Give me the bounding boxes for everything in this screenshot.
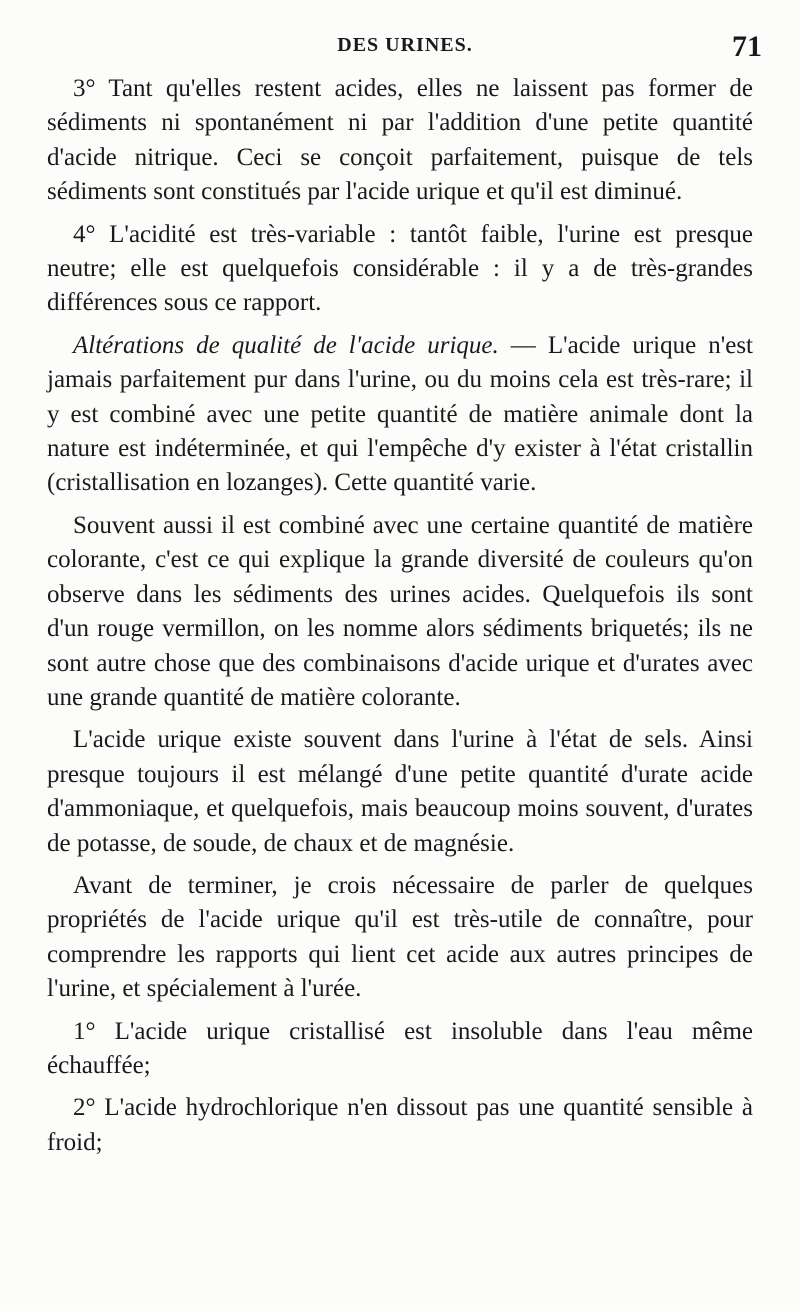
paragraph-property-2 xyxy=(47,1091,753,1160)
paragraph-text: L'acide urique existe souvent dans l'urine à l'état de sels. Ainsi presque toujours il est mélangé d'une petite quantité d'urate acide d'ammoniaque, et quelquefois, mais beaucoup moins souvent, d'urates de potasse, de soude, de chaux et de magnésie. xyxy=(47,726,753,857)
page-header xyxy=(48,30,762,64)
paragraph-text: — L'acide urique n'est jamais parfaitement pur dans l'urine, ou du moins cela est très-rare; il y est combiné avec une petite quantité de matière animale dont la nature est indéterminée, et qui l'empêche d'y exister à l'état cristallin (cristallisation en lozanges). Cette quantité varie. xyxy=(47,331,754,497)
paragraph-4-acidity xyxy=(47,218,753,321)
paragraph-text: 2° L'acide hydrochlorique n'en dissout pas une quantité sensible à froid; xyxy=(47,1094,753,1156)
paragraph-properties xyxy=(47,869,753,1007)
paragraph-salts xyxy=(47,723,753,861)
paragraph-text: 1° L'acide urique cristallisé est insoluble dans l'eau même échauffée; xyxy=(47,1017,753,1079)
paragraph-text: Souvent aussi il est combiné avec une certaine quantité de matière colorante, c'est ce qui explique la grande diversité de couleurs qu'on observe dans les sédiments des urines acides. Quelquefois ils sont d'un rouge vermillon, on les nomme alors sédiments briquetés; ils ne sont autre chose que des combinaisons d'acide urique et d'urates avec une grande quantité de matière colorante. xyxy=(47,511,753,711)
paragraph-property-1 xyxy=(47,1015,753,1084)
paragraph-alterations xyxy=(47,329,753,501)
section-heading-italic: Altérations de qualité de l'acide urique. xyxy=(73,331,499,359)
running-head: DES URINES. xyxy=(337,34,473,56)
paragraph-coloring-matter xyxy=(47,509,753,715)
paragraph-text: 4° L'acidité est très-variable : tantôt faible, l'urine est presque neutre; elle est quelquefois considérable : il y a de très-grandes différences sous ce rapport. xyxy=(47,220,753,317)
paragraph-text: 3° Tant qu'elles restent acides, elles ne laissent pas former de sédiments ni spontanément ni par l'addition d'une petite quantité d'acide nitrique. Ceci se conçoit parfaitement, puisque de tels sédiments sont constitués par l'acide urique et qu'il est diminué. xyxy=(47,75,753,206)
paragraph-3-acid-urine xyxy=(47,72,753,210)
paragraph-text: Avant de terminer, je crois nécessaire de parler de quelques propriétés de l'acide urique qu'il est très-utile de connaître, pour comprendre les rapports qui lient cet acide aux autres principes de l'urine, et spécialement à l'urée. xyxy=(47,871,753,1003)
page-number: 71 xyxy=(732,30,762,63)
body-text xyxy=(47,72,753,1168)
